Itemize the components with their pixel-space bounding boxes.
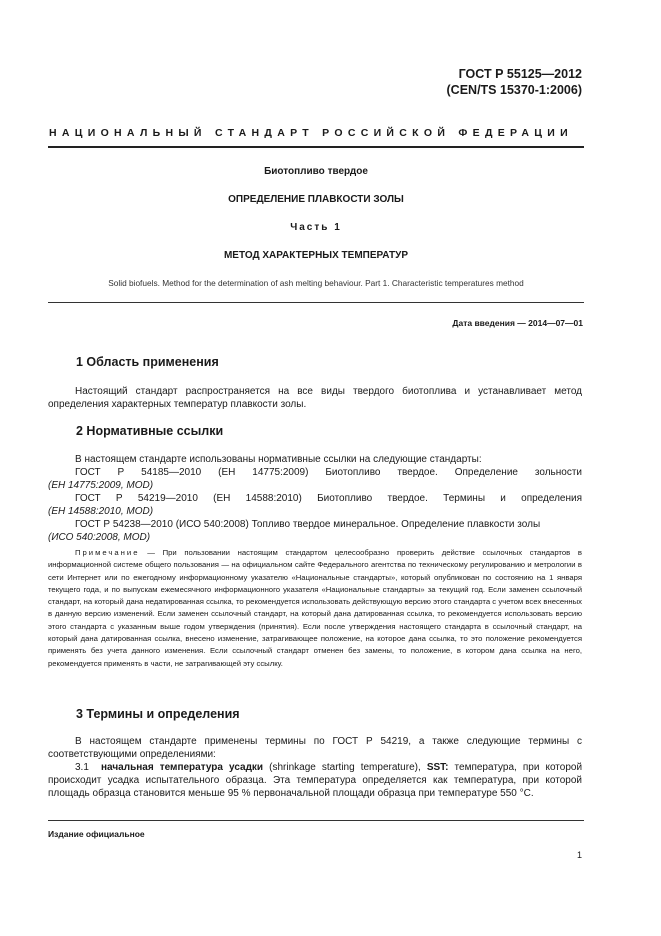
term-3-1 <box>48 761 582 800</box>
ref-item-ident: (ЕН 14775:2009, MOD) <box>48 480 154 491</box>
section2-intro: В настоящем стандарте использованы нормативные ссылки на следующие стандарты: <box>75 454 482 465</box>
edition-label: Издание официальное <box>48 829 145 839</box>
ref-item: ГОСТ Р 54219—2010 (ЕН 14588:2010) Биотопливо твердое. Термины и определения <box>75 493 582 504</box>
standard-code-line2: (CEN/TS 15370-1:2006) <box>446 83 582 97</box>
section1-body <box>48 385 582 411</box>
term-english: (shrinkage starting temperature), <box>269 762 421 773</box>
national-standard-title: НАЦИОНАЛЬНЫЙ СТАНДАРТ РОССИЙСКОЙ ФЕДЕРАЦИИ <box>49 127 573 139</box>
title-rule <box>48 146 584 148</box>
title-method: МЕТОД ХАРАКТЕРНЫХ ТЕМПЕРАТУР <box>223 250 409 261</box>
note-text: — При пользовании настоящим стандартом целесообразно проверить действие ссылочных стандартов в информационной системе общего пользования — на официальном сайте Федерального агентства по техническому регулированию и метрологии в сети Интернет или по ежегодному информационному указателю «Национальные стандарты», который опубликован по состоянию на 1 января текущего года, и по выпускам ежемесячного информационного указателя «Национальные стандарты» за текущий год. Если заменен ссылочный стандарт, на который дана недатированная ссылка, то рекомендуется использовать действующую версию этого стандарта с учетом всех внесенных в данную версию изменений. Если заменен ссылочный стандарт, на который дана датированная ссылка, то рекомендуется использовать версию этого стандарта с указанным выше годом утверждения (принятия). Если после утверждения настоящего стандарта в ссылочный стандарт, на который дана датированная ссылка, внесено изменение, затрагивающее положение, на которое дана ссылка, то это положение рекомендуется применять без учета данного изменения. Если ссылочный стандарт отменен без замены, то положение, в котором дана ссылка на него, рекомендуется применять в части, не затрагивающей эту ссылку. <box>48 548 582 668</box>
section3-heading: 3 Термины и определения <box>76 707 240 721</box>
term-definition: температура, при которой происходит усадка испытательного образца. Эта температура определяется как температура, при которой площадь образца становится меньше 95 % первоначальной площади образца при температуре 550 °С. <box>48 762 583 799</box>
section2-body <box>48 453 582 544</box>
term-name: начальная температура усадки <box>101 762 264 773</box>
standard-code <box>447 66 582 98</box>
title-part: Часть 1 <box>290 222 342 233</box>
section2-heading: 2 Нормативные ссылки <box>76 424 224 438</box>
footer-rule <box>48 820 584 821</box>
note-block <box>48 547 582 670</box>
intro-date: Дата введения — 2014—07—01 <box>452 318 583 328</box>
section1-heading: 1 Область применения <box>76 355 219 369</box>
ref-item: ГОСТ Р 54238—2010 (ИСО 540:2008) Топливо твердое минеральное. Определение плавкости золы <box>75 519 541 530</box>
date-rule <box>48 302 584 303</box>
title-main: ОПРЕДЕЛЕНИЕ ПЛАВКОСТИ ЗОЛЫ <box>228 194 404 205</box>
section1-text: Настоящий стандарт распространяется на все виды твердого биотоплива и устанавливает метод определения характерных температур плавкости золы. <box>48 386 582 410</box>
title-english: Solid biofuels. Method for the determination of ash melting behaviour. Part 1. Characteristic temperatures method <box>108 278 524 288</box>
standard-code-line1: ГОСТ Р 55125—2012 <box>458 67 582 81</box>
page-number: 1 <box>576 850 582 860</box>
ref-item-ident: (ИСО 540:2008, MOD) <box>48 532 151 543</box>
term-abbr: SST: <box>426 762 449 773</box>
section3-body <box>48 735 582 800</box>
note-label: Примечание <box>75 548 140 557</box>
section3-intro: В настоящем стандарте применены термины по ГОСТ Р 54219, а также следующие термины с соответствующими определениями: <box>48 736 582 760</box>
ref-item-ident: (ЕН 14588:2010, MOD) <box>48 506 154 517</box>
term-number: 3.1 <box>75 762 89 773</box>
ref-item: ГОСТ Р 54185—2010 (ЕН 14775:2009) Биотопливо твердое. Определение зольности <box>75 467 582 478</box>
title-subject: Биотопливо твердое <box>264 166 368 177</box>
